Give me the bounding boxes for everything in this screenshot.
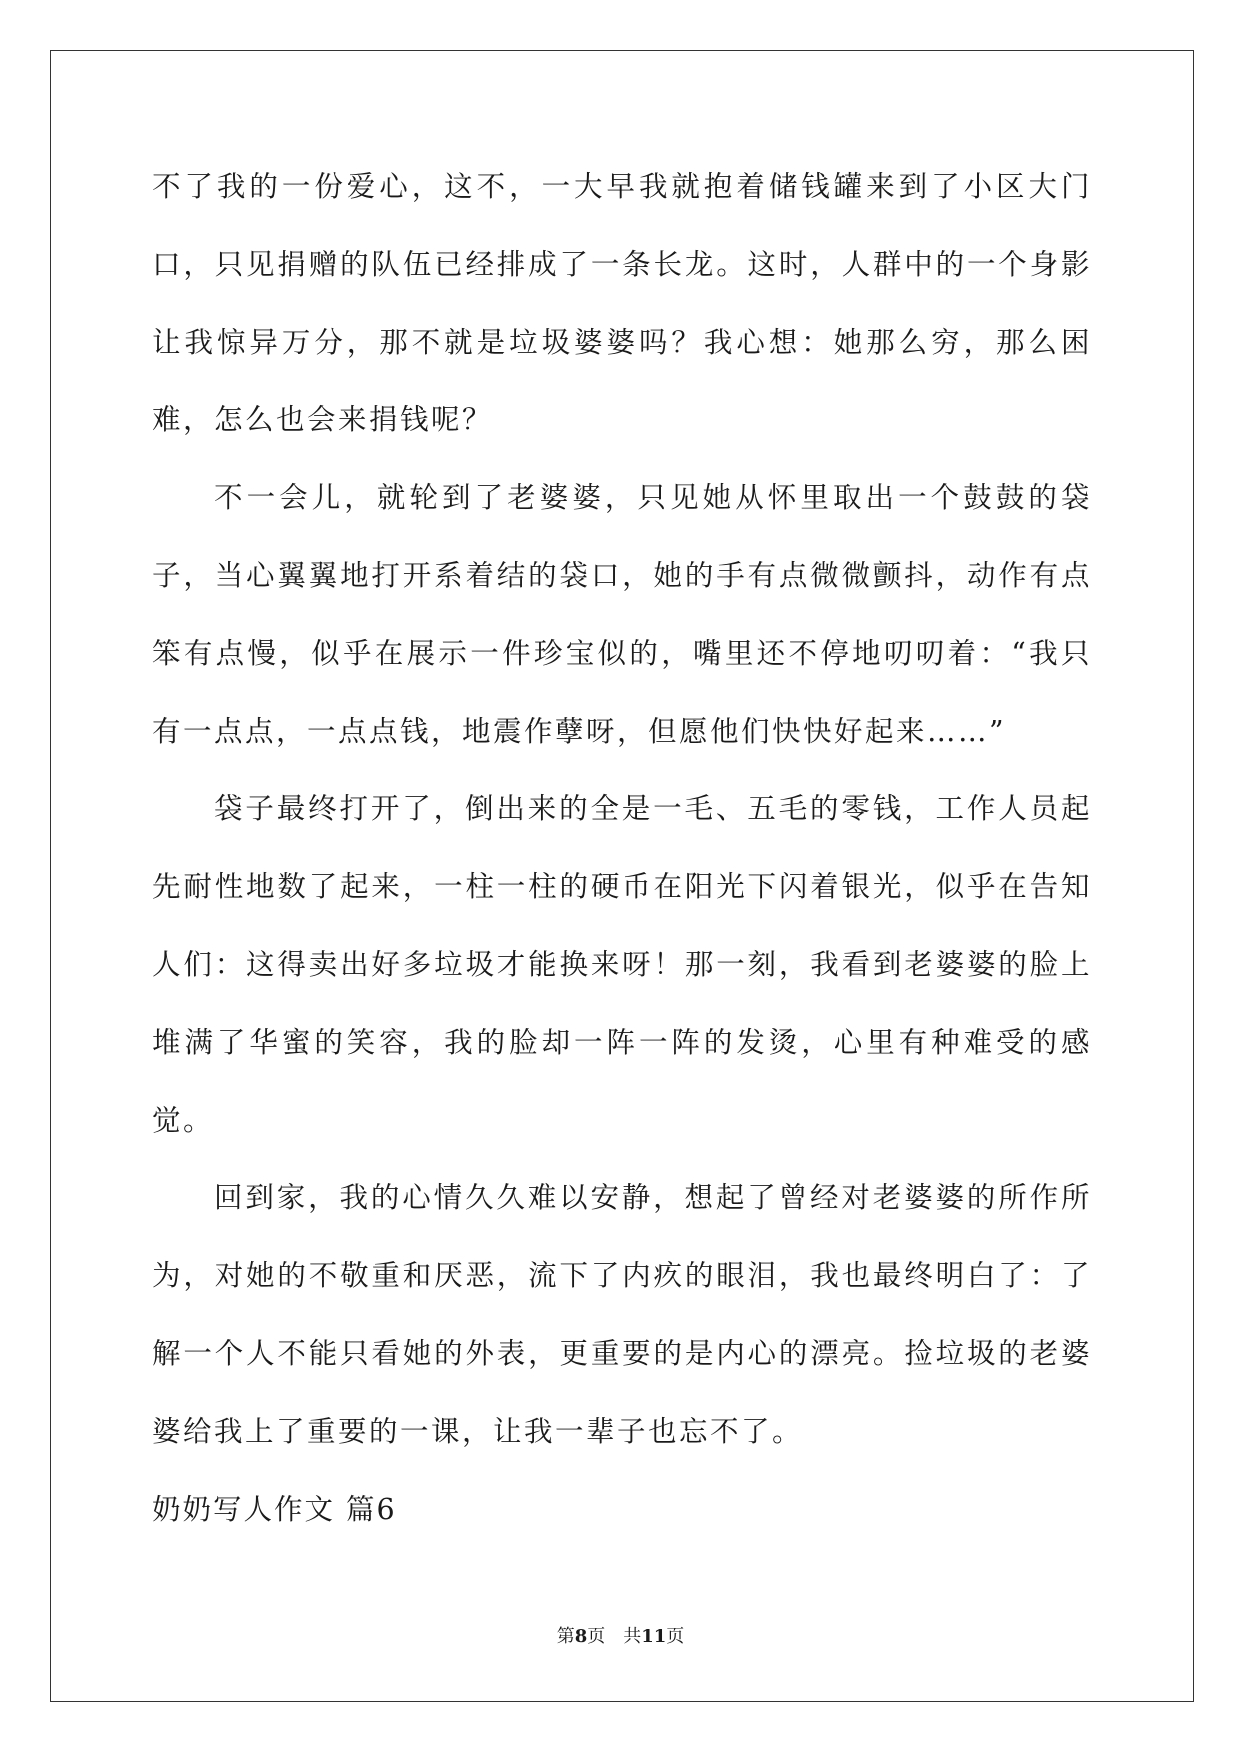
footer-suffix: 页 [666, 1626, 685, 1647]
current-page-number: 8 [574, 1626, 588, 1647]
section-heading: 奶奶写人作文 篇6 [152, 1492, 397, 1526]
page-footer [0, 1622, 1241, 1648]
footer-prefix: 第 [556, 1626, 575, 1647]
paragraph-3: 袋子最终打开了，倒出来的全是一毛、五毛的零钱，工作人员起先耐性地数了起来，一柱一柱的硬币在阳光下闪着银光，似乎在告知人们：这得卖出好多垃圾才能换来呀！那一刻，我看到老婆婆的脸上堆满了华蜜的笑容，我的脸却一阵一阵的发烫，心里有种难受的感觉。 [152, 792, 1092, 1137]
footer-middle: 页 共 [587, 1626, 642, 1647]
paragraph-1: 不了我的一份爱心，这不，一大早我就抱着储钱罐来到了小区大门口，只见捐赠的队伍已经排成了一条长龙。这时，人群中的一个身影让我惊异万分，那不就是垃圾婆婆吗？我心想：她那么穷，那么困难，怎么也会来捐钱呢？ [152, 170, 1092, 437]
total-page-count: 11 [641, 1626, 667, 1647]
document-body [152, 148, 1092, 1548]
paragraph-4: 回到家，我的心情久久难以安静，想起了曾经对老婆婆的所作所为，对她的不敬重和厌恶，流下了内疚的眼泪，我也最终明白了：了解一个人不能只看她的外表，更重要的是内心的漂亮。捡垃圾的老婆婆给我上了重要的一课，让我一辈子也忘不了。 [152, 1181, 1092, 1448]
paragraph-2: 不一会儿，就轮到了老婆婆，只见她从怀里取出一个鼓鼓的袋子，当心翼翼地打开系着结的袋口，她的手有点微微颤抖，动作有点笨有点慢，似乎在展示一件珍宝似的，嘴里还不停地叨叨着：“我只有一点点，一点点钱，地震作孽呀，但愿他们快快好起来……” [152, 481, 1092, 748]
